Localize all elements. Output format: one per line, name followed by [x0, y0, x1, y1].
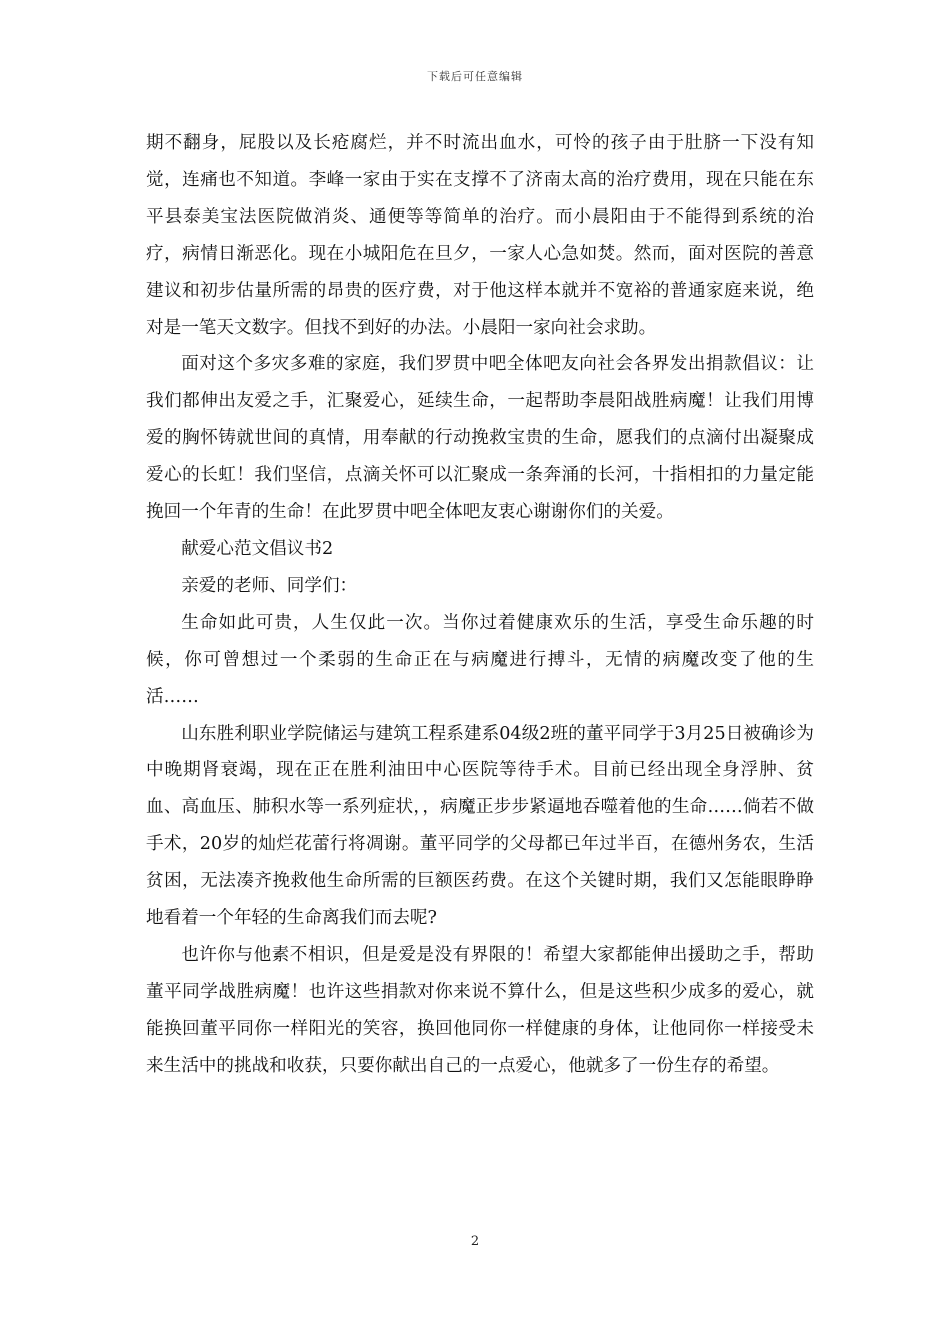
section-title: 献爱心范文倡议书2 [181, 538, 334, 559]
paragraph-call-to-action: 也许你与他素不相识，但是爱是没有界限的！希望大家都能伸出援助之手，帮助董平同学战胜病魔！也许这些捐款对你来说不算什么，但是这些积少成多的爱心，就能换回董平同你一样阳光的笑容，换回他同你一样健康的身体，让他同你一样接受未来生活中的挑战和收获，只要你献出自己的一点爱心，他就多了一份生存的希望。 [146, 944, 814, 1076]
document-body [146, 125, 814, 1085]
salutation: 亲爱的老师、同学们： [181, 575, 358, 596]
paragraph-continued: 期不翻身，屁股以及长疮腐烂，并不时流出血水，可怜的孩子由于肚脐一下没有知觉，连痛也不知道。李峰一家由于实在支撑不了济南太高的治疗费用，现在只能在东平县泰美宝法医院做消炎、通便等等简单的治疗。而小晨阳由于不能得到系统的治疗，病情日渐恶化。现在小城阳危在旦夕，一家人心急如焚。然而，面对医院的善意建议和初步估量所需的昂贵的医疗费，对于他这样本就并不宽裕的普通家庭来说，绝对是一笔天文数字。但找不到好的办法。小晨阳一家向社会求助。 [146, 133, 814, 338]
page-number: 2 [470, 1234, 480, 1249]
paragraph-appeal: 面对这个多灾多难的家庭，我们罗贯中吧全体吧友向社会各界发出捐款倡议：让我们都伸出友爱之手，汇聚爱心，延续生命，一起帮助李晨阳战胜病魔！让我们用博爱的胸怀铸就世间的真情，用奉献的行动挽救宝贵的生命，愿我们的点滴付出凝聚成爱心的长虹！我们坚信，点滴关怀可以汇聚成一条奔涌的长河，十指相扣的力量定能挽回一个年青的生命！在此罗贯中吧全体吧友衷心谢谢你们的关爱。 [146, 354, 814, 523]
page-header: 下载后可任意编辑 [427, 70, 523, 83]
paragraph-intro: 生命如此可贵，人生仅此一次。当你过着健康欢乐的生活，享受生命乐趣的时候，你可曾想过一个柔弱的生命正在与病魔进行搏斗，无情的病魔改变了他的生活…… [146, 612, 814, 707]
paragraph-story: 山东胜利职业学院储运与建筑工程系建系04级2班的董平同学于3月25日被确诊为中晚期肾衰竭，现在正在胜利油田中心医院等待手术。目前已经出现全身浮肿、贫血、高血压、肺积水等一系列症状，，病魔正步步紧逼地吞噬着他的生命……倘若不做手术，20岁的灿烂花蕾行将凋谢。董平同学的父母都已年过半百，在德州务农，生活贫困，无法凑齐挽救他生命所需的巨额医药费。在这个关键时期，我们又怎能眼睁睁地看着一个年轻的生命离我们而去呢? [146, 723, 814, 929]
